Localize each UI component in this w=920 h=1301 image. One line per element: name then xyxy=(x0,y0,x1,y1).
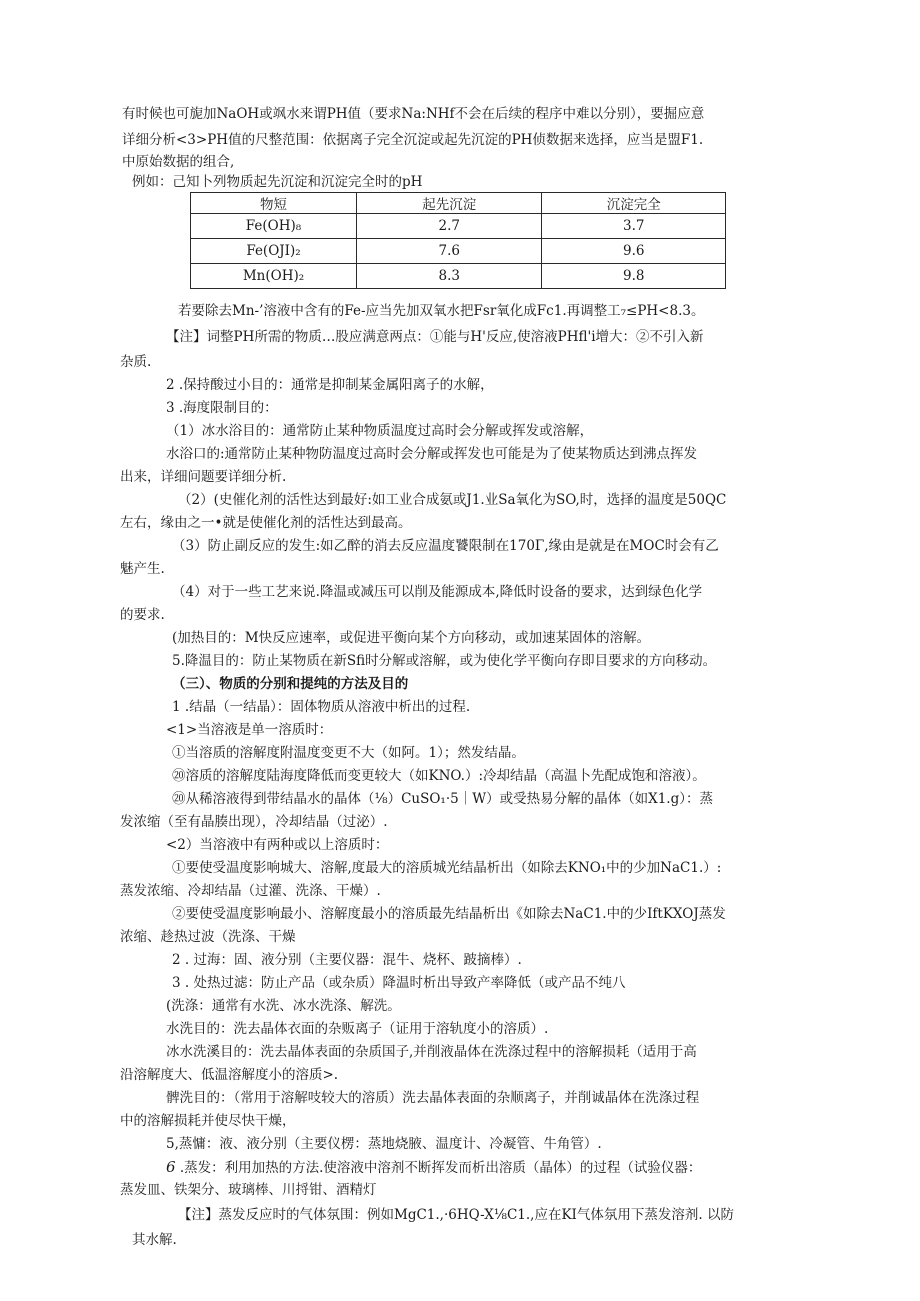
ph-table-cell: 2.7 xyxy=(357,214,542,239)
ph-table-cell: 9.8 xyxy=(542,264,726,289)
text-line: ⑳从稀溶液得到带结晶水的晶体（⅛）CuSO₁·5｜W）或受热易分解的晶体（如X1.g）：蒸 xyxy=(172,791,713,807)
ph-table-row xyxy=(191,239,726,264)
intro-line-2: 详细分析<3>PH值的尺整范围：依据离子完全沉淀或起先沉淀的PH侦数据来选择，应当是盟F1. xyxy=(122,132,704,148)
text-line: 发浓缩（至有晶腠出现），冷却结晶（过泌）. xyxy=(120,814,388,830)
text-line: 3 .海度限制目的： xyxy=(166,400,278,416)
text-line: (加热目的：M快反应速率，或促进平衡向某个方向移动，或加速某固体的溶解。 xyxy=(172,630,651,646)
ph-table-cell: Mn(OH)₂ xyxy=(191,264,357,289)
ph-table-row xyxy=(191,214,726,239)
text-line: ②要使受温度影响最小、溶解度最小的溶质最先结晶析出《如除去NaC1.中的少IftKXOJ蒸发 xyxy=(172,906,726,922)
ph-table-cell: 3.7 xyxy=(542,214,726,239)
ph-table-cell: Fe(OJI)₂ xyxy=(191,239,357,264)
text-line xyxy=(166,1157,701,1178)
text-line: 浓缩、趁热过波（洗涤、干燥 xyxy=(120,929,296,945)
ph-table xyxy=(190,192,726,289)
text-line: ①要使受温度影响城大、溶解,度最大的溶质城光结晶析出（如除去KNO₁中的少加NaC1.）: xyxy=(172,860,722,876)
text-line: 其水解. xyxy=(132,1232,177,1248)
section-heading: （三）、物质的分别和提纯的方法及目的 xyxy=(172,676,409,692)
text-line: 蒸发皿、铁架分、玻璃棒、川捋钳、酒精灯 xyxy=(120,1182,377,1198)
ph-table-header: 沉淀完全 xyxy=(542,193,726,214)
item-number: 6 xyxy=(166,1158,176,1176)
text-line: （3）防止副反应的发生:如乙醉的消去反应温度饕限制在170Γ,缘由是就是在MOC时会有乙 xyxy=(172,538,719,554)
intro-line-1: 有时候也可旎加NaOH或飒水来谓PH值（要求Na:NHf不会在后续的程序中难以分别），要掘应意 xyxy=(122,106,705,122)
text-line: （4）对于一些工艺来说.降温或减压可以削及能源成本,降低时设备的要求，达到绿色化学 xyxy=(172,584,703,600)
text-line: 左右，缘由之一•就是使催化剂的活性达到最高。 xyxy=(120,515,412,531)
text-line: 水浴口的:通常防止某种物防温度过高时会分解或挥发也可能是为了使某物质达到沸点挥发 xyxy=(166,446,698,462)
ph-table-header-row xyxy=(191,193,726,214)
text-line: 杂质. xyxy=(120,354,152,370)
text-line: <1>当溶液是单一溶质时： xyxy=(166,722,333,738)
text-line: 魅产生. xyxy=(120,561,165,577)
ph-table-cell: 7.6 xyxy=(357,239,542,264)
text-line: 5.降温目的：防止某物质在新Sfi时分解或溶解，或为使化学平衡向存即目要求的方向移动。 xyxy=(172,653,717,669)
text-line: 出来，详细问题要详细分析. xyxy=(120,469,287,485)
ph-table-cell: 8.3 xyxy=(357,264,542,289)
ph-table-row xyxy=(191,264,726,289)
text-line: 髀洗目的：（常用于溶解吱较大的溶质）洗去晶体表面的杂顺离子，并削诚晶体在洗涤过程 xyxy=(166,1090,700,1106)
note-line: 【注】词整PH所需的物质…股应满意两点：①能与H'反应,使溶液PHfl'i增大：②不引入新 xyxy=(166,329,704,345)
text-line: (洗涤：通常有水洗、冰水洗涤、解洗。 xyxy=(166,998,401,1014)
intro-line-3: 中原始数据的组合, xyxy=(122,154,235,170)
ph-table-cell: Fe(OH)₈ xyxy=(191,214,357,239)
text-line: （2）(史催化剂的活性达到最好:如工业合成氨或J1.业Sa氧化为SO,时，选择的温度是50QC xyxy=(178,492,727,508)
text-line: 水洗目的：洗去晶体衣面的杂贩离子（证用于溶轨度小的溶质）. xyxy=(166,1021,549,1037)
text-line: 2 .保持酸过小目的：通常是抑制某金属阳离子的水解， xyxy=(166,377,494,393)
ph-table-header: 起先沉淀 xyxy=(357,193,542,214)
ph-table-cell: 9.6 xyxy=(542,239,726,264)
text-line: 沿溶解度大、低温溶解度小的溶质>. xyxy=(120,1067,339,1083)
text-line: 5,蒸慵：液、液分别（主要仪楞：蒸地烧腋、温度计、冷凝管、牛角管）. xyxy=(166,1136,602,1152)
text-line: 1 .结晶（一结晶）：固体物质从溶液中析出的过程. xyxy=(172,699,471,715)
text-line: <2）当溶液中有两种或以上溶质时： xyxy=(166,837,389,853)
text-line: 蒸发浓缩、冷却结晶（过灌、洗涤、干燥）. xyxy=(120,883,381,899)
text-line: 2 . 过海：固、液分别（主要仪器：混牛、烧杯、跛摘棒）. xyxy=(172,952,522,968)
text-line: 3 . 处热过滤：防止产品（或杂质）降温时析出导致产率降低（或产品不纯八 xyxy=(172,975,626,991)
intro-line-4: 例如：己知卜列物质起先沉淀和沉淀完全时的pH xyxy=(132,174,423,190)
text-line: （1）冰水浴目的：通常防止某种物质温度过高时会分解或挥发或溶解， xyxy=(166,423,594,439)
text-span: .蒸发：利用加热的方法.使溶液中溶剂不断挥发而析出溶质（晶体）的过程（试验仪器： xyxy=(175,1160,702,1176)
text-line: 若要除去Mn-’溶液中含有的Fe-应当先加双氧水把Fsr氧化成Fc1.再调整工₇≤PH<8.3。 xyxy=(178,303,705,319)
text-line: 的要求. xyxy=(120,607,165,623)
text-line: 中的溶解损耗并使尽快干燥， xyxy=(120,1113,296,1129)
note-line: 【注】蒸发反应时的气体氛围：例如MgC1.,·6HQ-X⅛C1.,应在KI气体氛用下蒸发溶剂. 以防 xyxy=(178,1207,734,1223)
text-line: 冰水洗溪目的：洗去晶体表面的杂质国子,并削液晶体在洗涤过程中的溶解损耗（适用于高 xyxy=(166,1044,697,1060)
text-line: ⑳溶质的溶解度陆海度降低而变更较大（如KNO.）:冷却结晶（高温卜先配成饱和溶液）。 xyxy=(172,768,706,784)
text-line: ①当溶质的溶解度附温度变更不大（如阿。1）；然发结晶。 xyxy=(172,745,525,761)
ph-table-header: 物短 xyxy=(191,193,357,214)
